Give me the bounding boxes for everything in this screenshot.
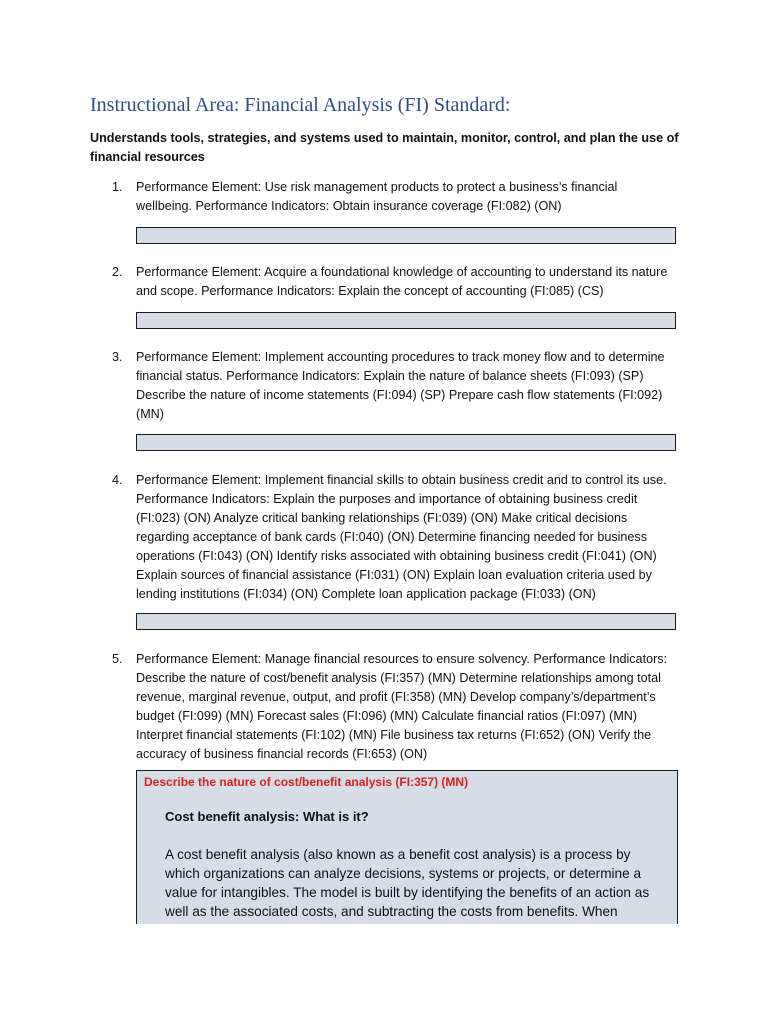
item-number: 5. bbox=[112, 652, 123, 666]
answer-field-4[interactable] bbox=[136, 613, 676, 630]
item-number: 4. bbox=[112, 473, 123, 487]
item-text: Performance Element: Use risk management products to protect a business’s financial wellbeing. Performance Indicators: Obtain insurance coverage (FI:082) (ON) bbox=[136, 180, 618, 213]
answer-field-3[interactable] bbox=[136, 434, 676, 451]
answer-question-heading: Cost benefit analysis: What is it? bbox=[165, 809, 369, 824]
standard-statement: Understands tools, strategies, and systems used to maintain, monitor, control, and plan the use of financial resources bbox=[90, 131, 679, 164]
item-number: 3. bbox=[112, 350, 123, 364]
answer-field-1[interactable] bbox=[136, 227, 676, 244]
answer-field-2[interactable] bbox=[136, 312, 676, 329]
item-number: 2. bbox=[112, 265, 123, 279]
item-text: Performance Element: Manage financial resources to ensure solvency. Performance Indicators: Describe the nature of cost/benefit analysis (FI:357) (MN) Determine relationships among total revenue, marginal revenue, output, and profit (FI:358) (MN) Develop company’s/department’s budget (FI:099) (MN) Forecast sales (FI:096) (MN) Calculate financial ratios (FI:097) (MN) Interpret financial statements (FI:102) (MN) File business tax returns (FI:652) (ON) Verify the accuracy of business financial records (FI:653) (ON) bbox=[136, 652, 668, 761]
item-text: Performance Element: Implement financial skills to obtain business credit and to control its use. Performance Indicators: Explain the purposes and importance of obtaining business credit (FI:023) (ON) Analyze critical banking relationships (FI:039) (ON) Make critical decisions regarding acceptance of bank cards (FI:040) (ON) Determine financing needed for business operations (FI:043) (ON) Identify risks associated with obtaining business credit (FI:041) (ON) Explain sources of financial assistance (FI:031) (ON) Explain loan evaluation criteria used by lending institutions (FI:034) (ON) Complete loan application package (FI:033) (ON) bbox=[136, 473, 667, 601]
item-number: 1. bbox=[112, 180, 123, 194]
page-title: Instructional Area: Financial Analysis (FI) Standard: bbox=[90, 94, 511, 116]
item-text: Performance Element: Acquire a foundational knowledge of accounting to understand its nature and scope. Performance Indicators: Explain the concept of accounting (FI:085) (CS) bbox=[136, 265, 668, 298]
answer-reference: Describe the nature of cost/benefit analysis (FI:357) (MN) bbox=[144, 775, 469, 789]
answer-field-5[interactable] bbox=[136, 770, 678, 924]
answer-body-text: A cost benefit analysis (also known as a benefit cost analysis) is a process by which organizations can analyze decisions, systems or projects, or determine a value for intangibles. The model is built by identifying the benefits of an action as well as the associated costs, and subtracting the costs from benefits. When bbox=[165, 847, 650, 919]
item-text: Performance Element: Implement accounting procedures to track money flow and to determine financial status. Performance Indicators: Explain the nature of balance sheets (FI:093) (SP) Describe the nature of income statements (FI:094) (SP) Prepare cash flow statements (FI:092) (MN) bbox=[136, 350, 665, 421]
